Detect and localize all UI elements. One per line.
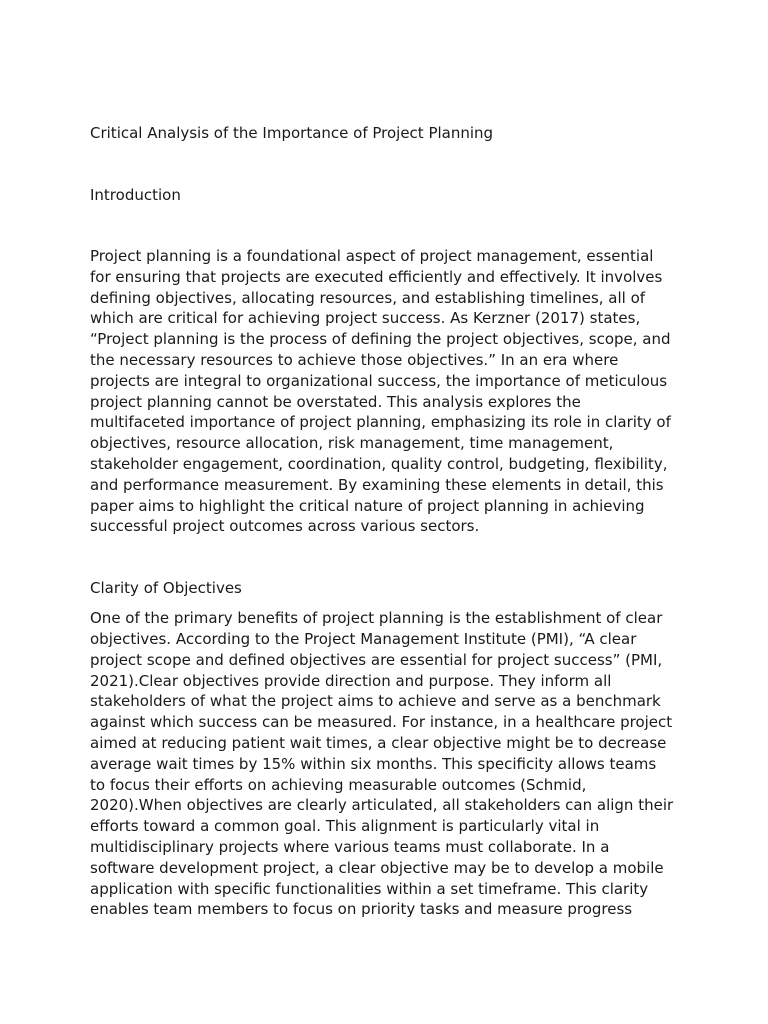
text-line: 2020).When objectives are clearly articulated, all stakeholders can align their bbox=[90, 796, 674, 815]
clarity-of-objectives-heading: Clarity of Objectives bbox=[90, 579, 242, 598]
text-line: for ensuring that projects are executed efficiently and effectively. It involves bbox=[90, 267, 663, 286]
text-line: multifaceted importance of project planning, emphasizing its role in clarity of bbox=[90, 413, 671, 432]
text-line: objectives, resource allocation, risk management, time management, bbox=[90, 434, 614, 453]
text-line: defining objectives, allocating resources, and establishing timelines, all of bbox=[90, 288, 646, 307]
clarity-of-objectives-paragraph bbox=[90, 608, 690, 920]
text-line: enables team members to focus on priority tasks and measure progress bbox=[90, 900, 633, 919]
text-line: 2021).Clear objectives provide direction and purpose. They inform all bbox=[90, 671, 612, 690]
text-line: to focus their efforts on achieving measurable outcomes (Schmid, bbox=[90, 775, 587, 794]
introduction-heading: Introduction bbox=[90, 186, 181, 204]
text-line: paper aims to highlight the critical nature of project planning in achieving bbox=[90, 496, 645, 515]
document-body bbox=[90, 122, 690, 920]
text-line: projects are integral to organizational success, the importance of meticulous bbox=[90, 371, 668, 390]
text-line: stakeholder engagement, coordination, quality control, budgeting, flexibility, bbox=[90, 454, 668, 473]
text-line: software development project, a clear objective may be to develop a mobile bbox=[90, 858, 664, 877]
document-title: Critical Analysis of the Importance of Project Planning bbox=[90, 124, 494, 142]
text-line: the necessary resources to achieve those objectives.” In an era where bbox=[90, 350, 619, 369]
text-line: “Project planning is the process of defining the project objectives, scope, and bbox=[90, 330, 671, 349]
text-line: project planning cannot be overstated. This analysis explores the bbox=[90, 392, 581, 411]
text-line: stakeholders of what the project aims to achieve and serve as a benchmark bbox=[90, 692, 661, 711]
text-line: and performance measurement. By examining these elements in detail, this bbox=[90, 475, 664, 494]
text-line: application with specific functionalities within a set timeframe. This clarity bbox=[90, 879, 649, 898]
text-line: against which success can be measured. For instance, in a healthcare project bbox=[90, 713, 673, 732]
text-line: objectives. According to the Project Management Institute (PMI), “A clear bbox=[90, 629, 637, 648]
text-line: average wait times by 15% within six months. This specificity allows teams bbox=[90, 754, 657, 773]
text-line: which are critical for achieving project success. As Kerzner (2017) states, bbox=[90, 309, 641, 328]
text-line: project scope and defined objectives are essential for project success” (PMI, bbox=[90, 650, 663, 669]
introduction-paragraph bbox=[90, 246, 690, 537]
text-line: multidisciplinary projects where various teams must collaborate. In a bbox=[90, 837, 610, 856]
text-line: One of the primary benefits of project planning is the establishment of clear bbox=[90, 609, 663, 628]
text-line: Project planning is a foundational aspect of project management, essential bbox=[90, 247, 654, 265]
text-line: aimed at reducing patient wait times, a clear objective might be to decrease bbox=[90, 733, 667, 752]
text-line: efforts toward a common goal. This alignment is particularly vital in bbox=[90, 817, 600, 836]
text-line: successful project outcomes across various sectors. bbox=[90, 517, 480, 536]
